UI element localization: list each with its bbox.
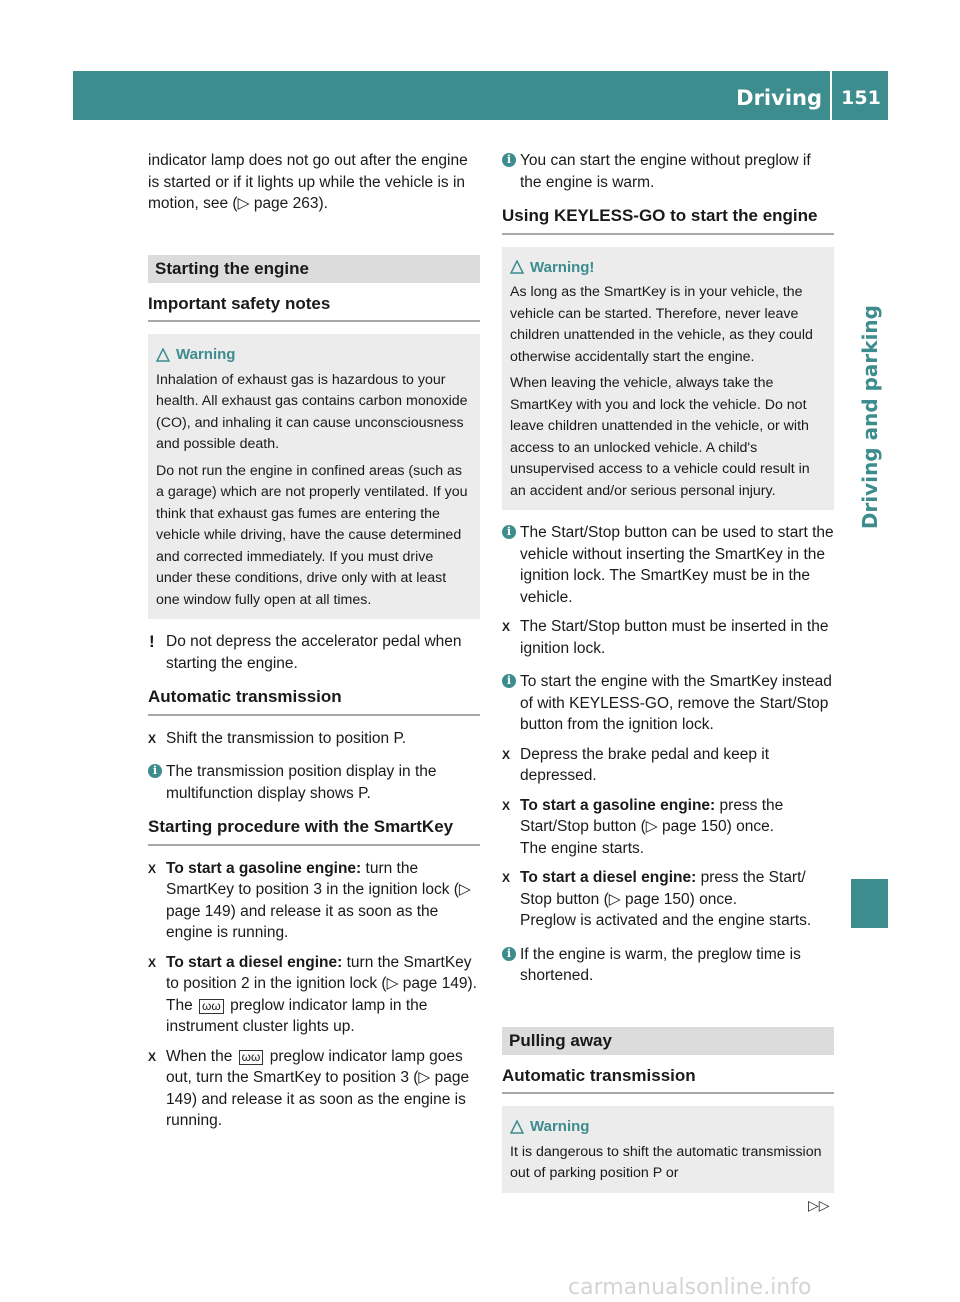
subheading: Automatic transmission xyxy=(148,686,480,716)
step-text: The Start/Stop button must be inserted in the ignition lock. xyxy=(520,618,829,657)
warning-box xyxy=(148,334,480,619)
step-item xyxy=(148,952,480,1038)
step-text: The xyxy=(166,996,193,1014)
subheading: Automatic transmission xyxy=(502,1065,834,1095)
warning-box xyxy=(502,1106,834,1193)
preglow-icon: ωω xyxy=(199,999,224,1014)
info-icon: i xyxy=(502,947,516,961)
warning-triangle-icon xyxy=(156,348,170,362)
step-item xyxy=(502,616,834,659)
info-text: The Start/Stop button can be used to start the vehicle without inserting the SmartKey in the ignition lock. The SmartKey must be in the vehicle. xyxy=(520,524,834,606)
info-text: To start the engine with the SmartKey instead of with KEYLESS-GO, remove the Start/Stop button from the ignition lock. xyxy=(520,673,832,733)
step-item xyxy=(502,795,834,860)
exclamation-icon: ! xyxy=(149,632,155,651)
warning-title xyxy=(510,257,826,279)
warning-paragraph: When leaving the vehicle, always take the SmartKey with you and lock the vehicle. Do not leave children unattended in the vehicle, or with access to an unlocked vehicle. A child's unsupervised access to a vehicle could result in an accident and/or serious personal injury. xyxy=(510,375,810,499)
step-text: The engine starts. xyxy=(520,839,645,857)
step-text: preglow indicator lamp goes out, turn the SmartKey to position 3 (▷ page 149) and release it as soon as the engine is running. xyxy=(166,1047,470,1129)
step-item xyxy=(148,728,480,750)
info-icon: i xyxy=(502,674,516,688)
step-text: press the Start/ Stop button (▷ page 150) once. xyxy=(520,869,806,908)
step-arrow-icon: X xyxy=(148,955,157,970)
step-item xyxy=(502,744,834,787)
step-bold-label: To start a diesel engine: xyxy=(166,953,343,971)
warning-title-text: Warning! xyxy=(530,258,595,276)
step-arrow-icon: X xyxy=(148,731,157,746)
warning-title xyxy=(510,1116,826,1138)
step-text: turn the SmartKey to position 2 in the ignition lock (▷ page 149). xyxy=(166,953,477,992)
info-icon: i xyxy=(502,153,516,167)
warning-title-text: Warning xyxy=(530,1118,590,1135)
info-note xyxy=(148,761,480,804)
section-heading: Starting the engine xyxy=(148,255,480,283)
step-bold-label: To start a diesel engine: xyxy=(520,869,697,886)
step-item xyxy=(148,858,480,944)
info-icon: i xyxy=(502,525,516,539)
step-arrow-icon: X xyxy=(502,620,511,634)
warning-title xyxy=(156,344,472,366)
left-column xyxy=(148,150,480,1132)
info-icon: i xyxy=(148,764,162,778)
info-note xyxy=(502,671,834,736)
page-number: 151 xyxy=(841,87,881,109)
warning-paragraph: As long as the SmartKey is in your vehicle, the vehicle can be started. Therefore, never leave children unattended in the vehicle, as they could otherwise accidentally start the engine. xyxy=(510,284,813,365)
info-text: The transmission position display in the multifunction display shows P. xyxy=(166,763,437,802)
intro-paragraph: indicator lamp does not go out after the engine is started or if it lights up while the vehicle is in motion, see (▷ page 263). xyxy=(148,152,468,212)
subheading: Using KEYLESS-GO to start the engine xyxy=(502,205,834,235)
preglow-icon: ωω xyxy=(239,1050,264,1065)
step-text: turn the SmartKey to position 3 in the ignition lock (▷ page 149) and release it as soon as the engine is running. xyxy=(166,859,471,941)
side-tab xyxy=(851,129,888,529)
section-heading: Pulling away xyxy=(502,1027,834,1055)
warning-triangle-icon xyxy=(510,260,524,274)
warning-box xyxy=(502,247,834,511)
caution-note xyxy=(148,631,480,674)
subheading: Important safety notes xyxy=(148,293,480,323)
step-arrow-icon: X xyxy=(502,871,511,885)
warning-title-text: Warning xyxy=(176,346,236,363)
info-note xyxy=(502,150,834,193)
info-text: If the engine is warm, the preglow time is shortened. xyxy=(520,945,801,984)
watermark: carmanualsonline.info xyxy=(568,1275,812,1300)
step-item xyxy=(148,1046,480,1132)
step-arrow-icon: X xyxy=(502,798,511,813)
chapter-title: Driving xyxy=(736,86,822,110)
step-text: Depress the brake pedal and keep it depressed. xyxy=(520,745,770,784)
continue-arrows-icon: ▷▷ xyxy=(808,1197,830,1213)
step-arrow-icon: X xyxy=(148,1049,157,1064)
side-block xyxy=(851,879,888,928)
step-bold-label: To start a gasoline engine: xyxy=(520,796,716,814)
side-tab-label: Driving and parking xyxy=(857,304,882,529)
step-text: When the xyxy=(166,1047,233,1065)
warning-paragraph: Do not run the engine in confined areas (such as a garage) which are not properly ventilated. If you think that exhaust gas fumes are entering the vehicle while driving, have the cause determined and corrected immediately. If you must drive under these conditions, drive only with at least one window fully open at all times. xyxy=(156,462,468,608)
warning-paragraph: It is dangerous to shift the automatic transmission out of parking position P or xyxy=(510,1143,822,1181)
warning-triangle-icon xyxy=(510,1120,524,1134)
header-divider xyxy=(830,71,832,120)
info-note xyxy=(502,944,834,987)
step-text: press the Start/Stop button (▷ page 150) once. xyxy=(520,796,784,835)
step-arrow-icon: X xyxy=(502,747,511,762)
step-item xyxy=(502,867,834,932)
warning-paragraph: Inhalation of exhaust gas is hazardous to your health. All exhaust gas contains carbon monoxide (CO), and inhaling it can cause unconsciousness and possible death. xyxy=(156,371,468,452)
step-text: preglow indicator lamp in the instrument cluster lights up. xyxy=(166,996,428,1035)
info-note xyxy=(502,522,834,608)
subheading: Starting procedure with the SmartKey xyxy=(148,816,480,846)
right-column xyxy=(502,150,834,1193)
step-text: Shift the transmission to position P. xyxy=(166,729,407,747)
step-bold-label: To start a gasoline engine: xyxy=(166,859,362,877)
step-arrow-icon: X xyxy=(148,861,157,876)
step-text: Preglow is activated and the engine starts. xyxy=(520,912,812,929)
caution-text: Do not depress the accelerator pedal when starting the engine. xyxy=(166,633,462,672)
info-text: You can start the engine without preglow if the engine is warm. xyxy=(520,152,811,191)
